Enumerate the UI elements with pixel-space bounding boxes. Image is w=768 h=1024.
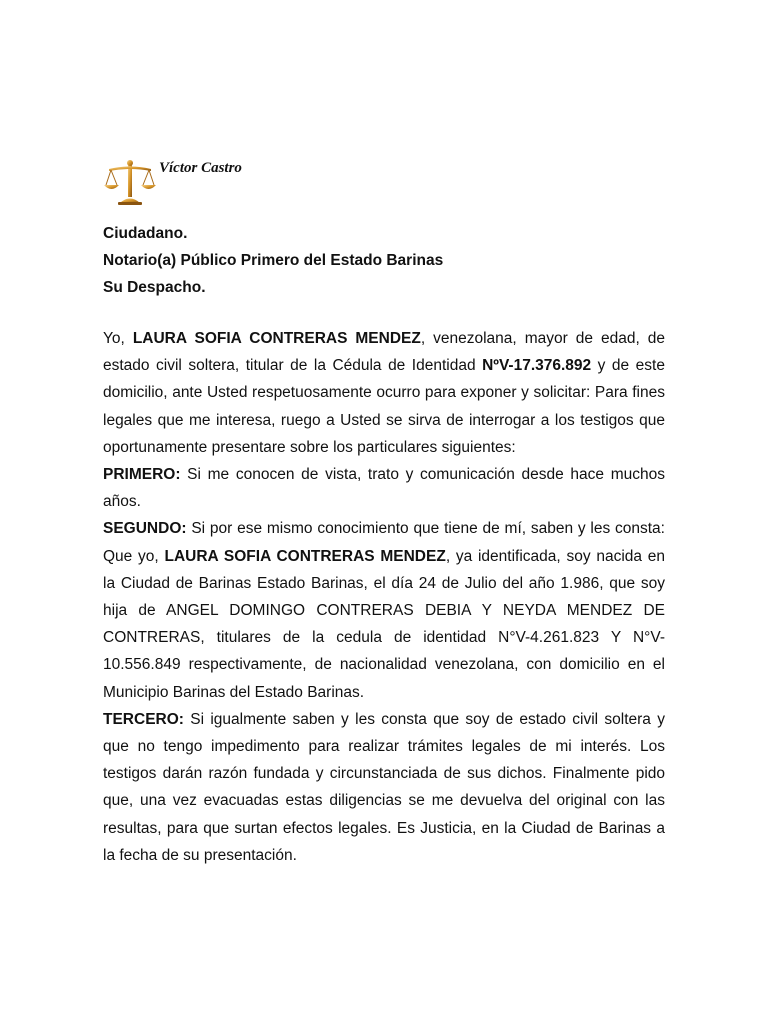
segundo-text-1: Si por ese mismo conocimiento que tiene de mí, saben y les consta: Que yo,: [103, 520, 665, 565]
tercero-paragraph: [103, 706, 665, 869]
segundo-applicant-name: LAURA SOFIA CONTRERAS MENDEZ: [164, 547, 446, 565]
intro-text-1: Yo,: [103, 330, 133, 347]
primero-text: Si me conocen de vista, trato y comunicación desde hace muchos años.: [103, 466, 665, 511]
addressee-block: [103, 220, 668, 301]
addressee-line-2: Notario(a) Público Primero del Estado Barinas: [103, 252, 444, 269]
applicant-name: LAURA SOFIA CONTRERAS MENDEZ: [132, 330, 421, 347]
author-name: Víctor Castro: [159, 160, 242, 176]
intro-text-3: y de este domicilio, ante Usted respetuosamente ocurro para exponer y solicitar: Para fines legales que me interesa, ruego a Usted se sirva de interrogar a los testigos que oportunamente presentare sobre los particulares siguientes:: [103, 357, 665, 456]
id-number: NºV-17.376.892: [482, 357, 592, 375]
primero-label: PRIMERO:: [103, 466, 181, 484]
letterhead: [103, 156, 403, 206]
intro-paragraph: [103, 325, 665, 461]
document-body: [103, 325, 665, 869]
segundo-label: SEGUNDO:: [103, 520, 187, 538]
tercero-text: Si igualmente saben y les consta que soy de estado civil soltera y que no tengo impedimento para realizar trámites legales de mi interés. Los testigos darán razón fundada y circunstanciada de sus dichos. Finalmente pido que, una vez evacuadas estas diligencias se me devuelva del original con las resultas, para que surtan efectos legales. Es Justicia, en la Ciudad de Barinas a la fecha de su presentación.: [103, 710, 665, 864]
intro-text-2: , venezolana, mayor de edad, de estado civil soltera, titular de la Cédula de Identidad: [103, 330, 665, 375]
addressee-line-1: Ciudadano.: [103, 225, 188, 242]
segundo-text-2: , ya identificada, soy nacida en la Ciudad de Barinas Estado Barinas, el día 24 de Julio del año 1.986, que soy hija de ANGEL DOMINGO CONTRERAS DEBIA Y NEYDA MENDEZ DE CONTRERAS, titulares de la cedula de identidad N°V-4.261.823 Y N°V-10.556.849 respectivamente, de nacionalidad venezolana, con domicilio en el Municipio Barinas del Estado Barinas.: [103, 547, 665, 701]
tercero-label: TERCERO:: [103, 710, 184, 728]
addressee-line-3: Su Despacho.: [103, 279, 206, 296]
primero-paragraph: [103, 461, 665, 515]
scales-of-justice-icon: [103, 158, 157, 206]
segundo-paragraph: [103, 515, 665, 705]
